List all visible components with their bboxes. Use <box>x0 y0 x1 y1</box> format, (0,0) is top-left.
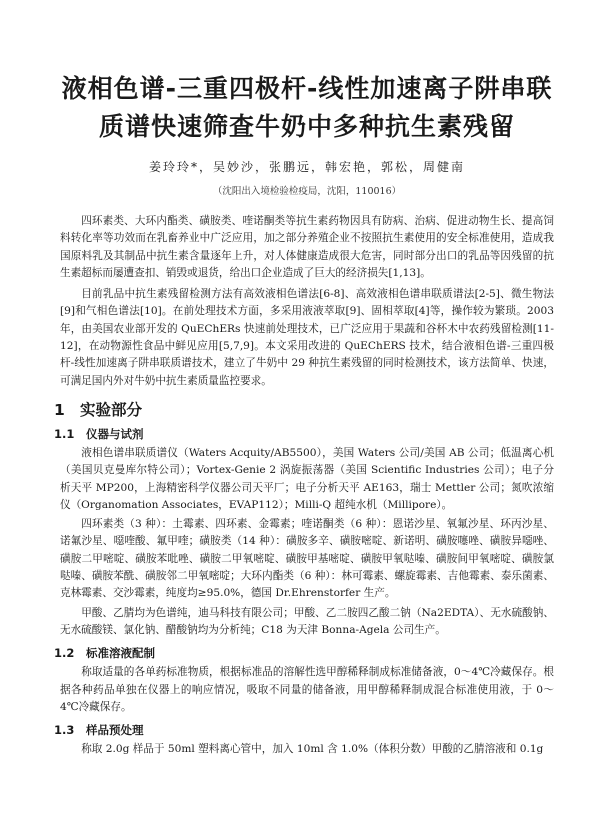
subsection-title: 仪器与试剂 <box>86 426 144 441</box>
affiliation: （沈阳出入境检验检疫局，沈阳，110016） <box>212 186 402 197</box>
introduction <box>60 213 554 390</box>
section-heading <box>54 398 554 420</box>
subsection-heading-instruments <box>54 426 554 442</box>
subsection-title: 样品预处理 <box>86 723 144 738</box>
paper-page <box>0 70 600 840</box>
subsection-heading-pretreatment <box>54 722 554 738</box>
section-number: 1 <box>54 400 65 419</box>
subsection-title: 标准溶液配制 <box>86 646 155 661</box>
reagents-paragraph: 甲酸、乙腈均为色谱纯，迪马科技有限公司；甲酸、乙二胺四乙酸二钠（Na2EDTA）、无水硫酸钠、无水硫酸镁、氯化钠、醋酸钠均为分析纯；C18 为天津 Bonna-Agela 公司生产。 <box>60 606 554 636</box>
paper-title <box>60 70 554 146</box>
title-line-1: 液相色谱-三重四极杆-线性加速离子阱串联 <box>61 74 553 103</box>
standards-list-paragraph: 四环素类（3 种）：土霉素、四环素、金霉素；喹诺酮类（6 种）：恩诺沙星、氧氟沙星、环丙沙星、诺氟沙星、噁喹酸、氟甲喹；磺胺类（14 种）：磺胺多辛、磺胺嘧啶、新诺明、磺胺噻唑、磺胺异噁唑、磺胺二甲嘧啶、磺胺苯吡唑、磺胺二甲氧嘧啶、磺胺甲基嘧啶、磺胺甲氧哒嗪、磺胺间甲氧嘧啶、磺胺氯哒嗪、磺胺苯酰、磺胺邻二甲氧嘧啶；大环内酯类（6 种）：林可霉素、螺旋霉素、吉他霉素、泰乐菌素、克林霉素、交沙霉素，纯度均≥95.0%，德国 Dr.Ehrenstorfer 生产。 <box>60 518 554 600</box>
subsection-number: 1.1 <box>54 426 75 441</box>
intro-paragraph-2: 目前乳品中抗生素残留检测方法有高效液相色谱法[6-8]、高效液相色谱串联质谱法[2-5]、微生物法[9]和气相色谱法[10]。在前处理技术方面，多采用液液萃取[9]、固相萃取[4]等，操作较为繁琐。2003年，由美国农业部开发的 QuEChERs 快速前处理技术，已广泛应用于果蔬和谷杯木中农药残留检测[11-12]，在动物源性食品中鲜见应用[5,7,9]。本文采用改进的 QuEChERS 技术，结合液相色谱-三重四极杆-线性加速离子阱串联质谱技术，建立了牛奶中 29 种抗生素残留的同时检测技术，该方法简单、快速，可满足国内外对牛奶中抗生素质量监控要求。 <box>60 288 554 387</box>
intro-paragraph-1: 四环素类、大环内酯类、磺胺类、喹诺酮类等抗生素药物因具有防病、治病、促进动物生长、提高饲料转化率等功效而在乳畜养业中广泛应用，加之部分养殖企业不按照抗生素使用的安全标准使用，造成我国原料乳及其制品中抗生素含量逐年上升，对人体健康造成很大危害，同时部分出口的乳品等因残留的抗生素超标而屡遭查扣、销毁或退货，给出口企业造成了巨大的经济损失[1,13]。 <box>60 215 554 279</box>
title-line-2: 质谱快速筛查牛奶中多种抗生素残留 <box>98 112 515 141</box>
subsection-heading-standard-solution <box>54 645 554 661</box>
section-title: 实验部分 <box>80 400 143 419</box>
subsection-number: 1.3 <box>54 723 75 738</box>
instruments-paragraph: 液相色谱串联质谱仪（Waters Acquity/AB5500），美国 Waters 公司/美国 AB 公司；低温离心机（美国贝克曼库尔特公司）；Vortex-Genie 2 涡旋振荡器（美国 Scientific Industries 公司）；电子分析天平 MP200，上海精密科学仪器公司天平厂；电子分析天平 AE163，瑞士 Mettler 公司；氮吹浓缩仪（Organomation Associates，EVAP112）；Milli-Q 超纯水机（Millipore）。 <box>60 446 554 511</box>
subsection-number: 1.2 <box>54 646 75 661</box>
pretreatment-paragraph: 称取 2.0g 样品于 50ml 塑料离心管中，加入 10ml 含 1.0%（体积分数）甲酸的乙腈溶液和 0.1g <box>81 743 544 756</box>
standard-solution-paragraph: 称取适量的各单药标准物质，根据标准品的溶解性选甲醇稀释制成标准储备液，0～4℃冷藏保存。根据各种药品单独在仪器上的响应情况，吸取不同量的储备液，用甲醇稀释制成混合标准使用液，于 0～4℃冷藏保存。 <box>60 666 554 713</box>
author-list: 姜玲玲*，吴妙沙，张鹏远，韩宏艳，郭松，周健南 <box>148 160 465 174</box>
